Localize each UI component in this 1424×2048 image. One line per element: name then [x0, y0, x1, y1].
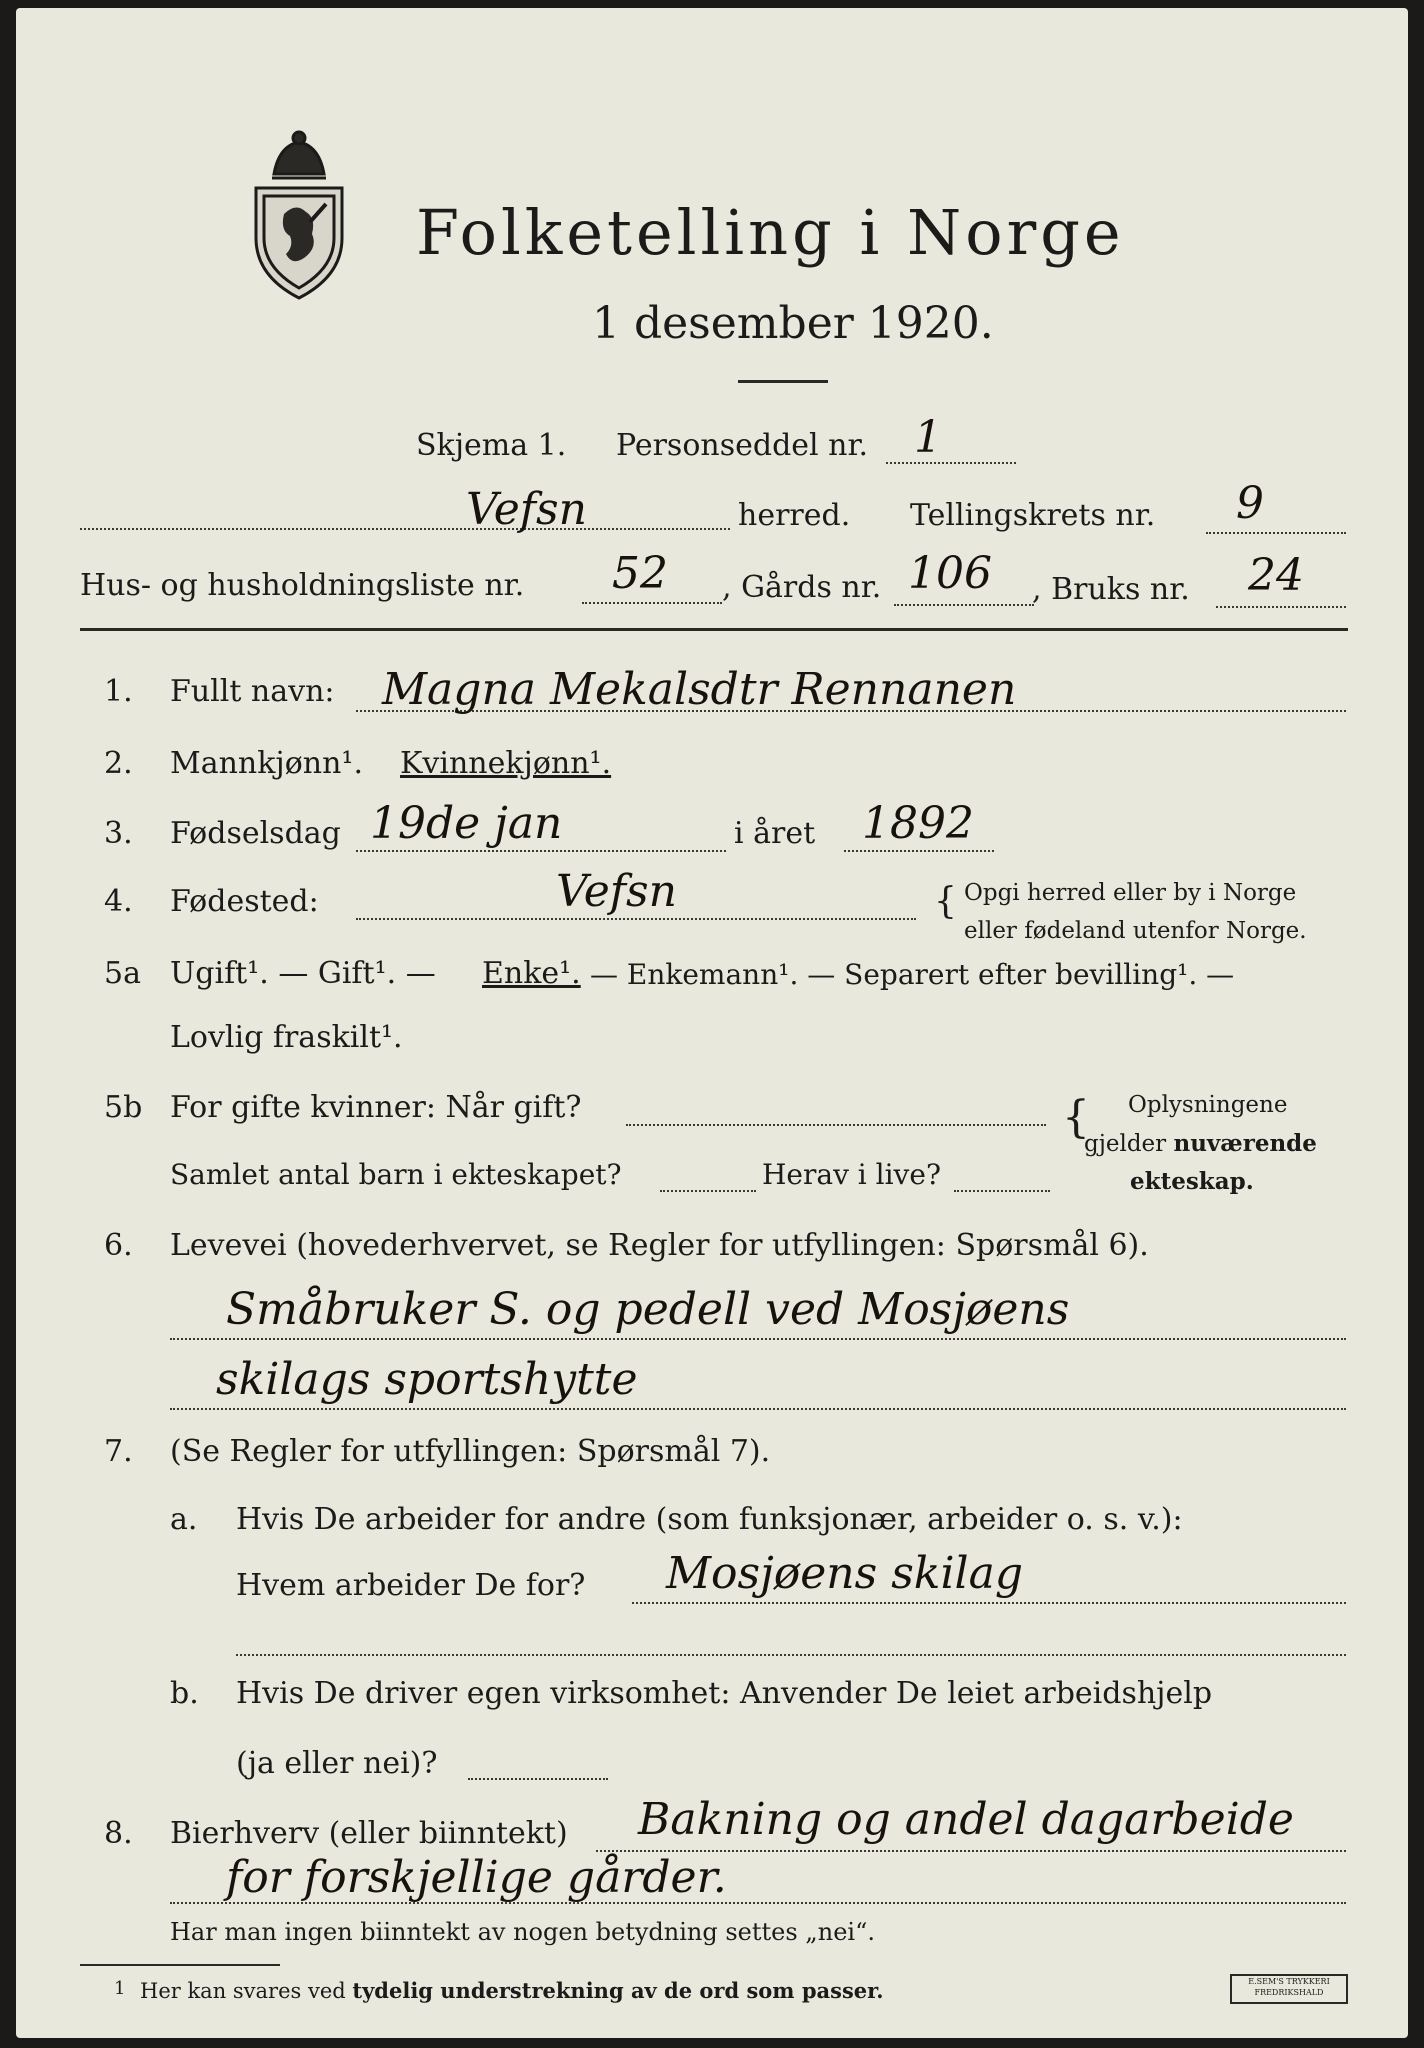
- occupation-line-2: [170, 1408, 1346, 1410]
- children-alive-line: [954, 1190, 1050, 1192]
- q5b-number: 5b: [104, 1090, 143, 1125]
- hus-value[interactable]: 52: [612, 548, 668, 599]
- full-name-value[interactable]: Magna Mekalsdtr Rennanen: [382, 664, 1017, 715]
- form-title: Folketelling i Norge: [416, 196, 1125, 269]
- tellingskrets-value[interactable]: 9: [1236, 478, 1264, 529]
- widow-option[interactable]: Enke¹.: [482, 956, 581, 991]
- q3-number: 3.: [104, 816, 133, 851]
- married-when-label: For gifte kvinner: Når gift?: [170, 1090, 582, 1125]
- birthday-value[interactable]: 19de jan: [370, 798, 563, 849]
- footnote-text: [140, 1978, 884, 2003]
- herred-label: herred.: [738, 498, 851, 533]
- personseddel-value[interactable]: 1: [914, 412, 942, 463]
- q4-note-2: eller fødeland utenfor Norge.: [964, 918, 1307, 944]
- footnote-mark: 1: [114, 1978, 126, 1999]
- birth-year-value[interactable]: 1892: [862, 798, 974, 849]
- header-rule: [80, 628, 1348, 631]
- hired-help-line: [468, 1778, 608, 1780]
- q7-number: 7.: [104, 1434, 133, 1469]
- bruks-value[interactable]: 24: [1248, 550, 1304, 601]
- q7b-label: Hvis De driver egen virksomhet: Anvender De leiet arbeidshjelp: [236, 1676, 1213, 1711]
- footnote-rule: [80, 1964, 280, 1966]
- gards-line: [894, 604, 1034, 606]
- q5b-brace: {: [1062, 1092, 1090, 1143]
- printer-stamp: E.SEM'S TRYKKERI FREDRIKSHALD: [1230, 1974, 1348, 2004]
- tellingskrets-line: [1206, 532, 1346, 534]
- occupation-line-1: [170, 1338, 1346, 1340]
- q4-note-1: Opgi herred eller by i Norge: [964, 880, 1297, 906]
- bruks-label: , Bruks nr.: [1032, 572, 1190, 607]
- q5b-note-3: ekteskap.: [1130, 1168, 1254, 1195]
- year-label: i året: [734, 816, 816, 851]
- skjema-label: Skjema 1.: [416, 428, 567, 463]
- q4-label: Fødested:: [170, 884, 319, 919]
- marital-options-2[interactable]: — Enkemann¹. — Separert efter bevilling¹. —: [590, 958, 1235, 991]
- q2-number: 2.: [104, 746, 133, 781]
- q5b-note-2b: nuværende: [1173, 1130, 1317, 1157]
- tellingskrets-label: Tellingskrets nr.: [910, 498, 1156, 533]
- q4-number: 4.: [104, 884, 133, 919]
- married-when-line: [626, 1124, 1046, 1126]
- children-alive-label: Herav i live?: [762, 1158, 941, 1191]
- coat-of-arms-icon: [244, 126, 354, 302]
- personseddel-label: Personseddel nr.: [616, 428, 869, 463]
- employer-line-2: [236, 1654, 1346, 1656]
- occupation-value-2[interactable]: skilags sportshytte: [216, 1354, 638, 1405]
- female-option[interactable]: Kvinnekjønn¹.: [400, 746, 612, 781]
- children-count-line: [660, 1190, 756, 1192]
- year-line: [844, 850, 994, 852]
- q7a-label: Hvis De arbeider for andre (som funksjonær, arbeider o. s. v.):: [236, 1502, 1183, 1537]
- male-option[interactable]: Mannkjønn¹.: [170, 746, 363, 781]
- birthday-line: [356, 850, 726, 852]
- q4-brace: {: [934, 881, 957, 922]
- personseddel-line: [886, 462, 1016, 464]
- side-income-value-2[interactable]: for forskjellige gårder.: [226, 1852, 727, 1903]
- hired-help-label: (ja eller nei)?: [236, 1746, 438, 1781]
- divorced-option[interactable]: Lovlig fraskilt¹.: [170, 1020, 403, 1055]
- birthplace-line: [356, 918, 916, 920]
- census-date: 1 desember 1920.: [592, 298, 994, 349]
- occupation-value-1[interactable]: Småbruker S. og pedell ved Mosjøens: [226, 1284, 1070, 1335]
- q5b-note-2a: gjelder: [1084, 1131, 1174, 1157]
- gards-value[interactable]: 106: [908, 548, 992, 599]
- employer-line-1: [632, 1602, 1346, 1604]
- bruks-line: [1216, 606, 1346, 608]
- q7a-letter: a.: [170, 1502, 198, 1537]
- gards-label: , Gårds nr.: [722, 570, 882, 605]
- employer-label: Hvem arbeider De for?: [236, 1568, 586, 1603]
- q8-note: Har man ingen biinntekt av nogen betydning settes „nei“.: [170, 1918, 875, 1946]
- employer-value[interactable]: Mosjøens skilag: [666, 1548, 1023, 1599]
- herred-line: [80, 528, 730, 530]
- side-income-value-1[interactable]: Bakning og andel dagarbeide: [638, 1794, 1294, 1845]
- q8-number: 8.: [104, 1816, 133, 1851]
- q7b-letter: b.: [170, 1676, 199, 1711]
- title-divider: [738, 380, 828, 383]
- marital-options-1[interactable]: Ugift¹. — Gift¹. —: [170, 956, 436, 991]
- census-form: [16, 8, 1408, 2038]
- q5b-note-1: Oplysningene: [1128, 1092, 1288, 1118]
- q8-label: Bierhverv (eller biinntekt): [170, 1816, 568, 1851]
- q6-number: 6.: [104, 1228, 133, 1263]
- hus-label: Hus- og husholdningsliste nr.: [80, 568, 525, 603]
- herred-value[interactable]: Vefsn: [466, 484, 587, 535]
- footnote-text-1: Her kan svares ved: [140, 1979, 353, 2003]
- q5b-note-2: [1084, 1130, 1317, 1157]
- footnote-text-2: tydelig understrekning av de ord som passer.: [352, 1978, 884, 2003]
- q6-label: Levevei (hovederhvervet, se Regler for utfyllingen: Spørsmål 6).: [170, 1228, 1149, 1263]
- q1-label: Fullt navn:: [170, 674, 335, 709]
- hus-line: [582, 602, 722, 604]
- children-count-label: Samlet antal barn i ekteskapet?: [170, 1158, 622, 1191]
- q5a-number: 5a: [104, 956, 141, 991]
- q3-label: Fødselsdag: [170, 816, 341, 851]
- q7-label: (Se Regler for utfyllingen: Spørsmål 7).: [170, 1434, 771, 1469]
- q1-number: 1.: [104, 674, 133, 709]
- birthplace-value[interactable]: Vefsn: [556, 866, 677, 917]
